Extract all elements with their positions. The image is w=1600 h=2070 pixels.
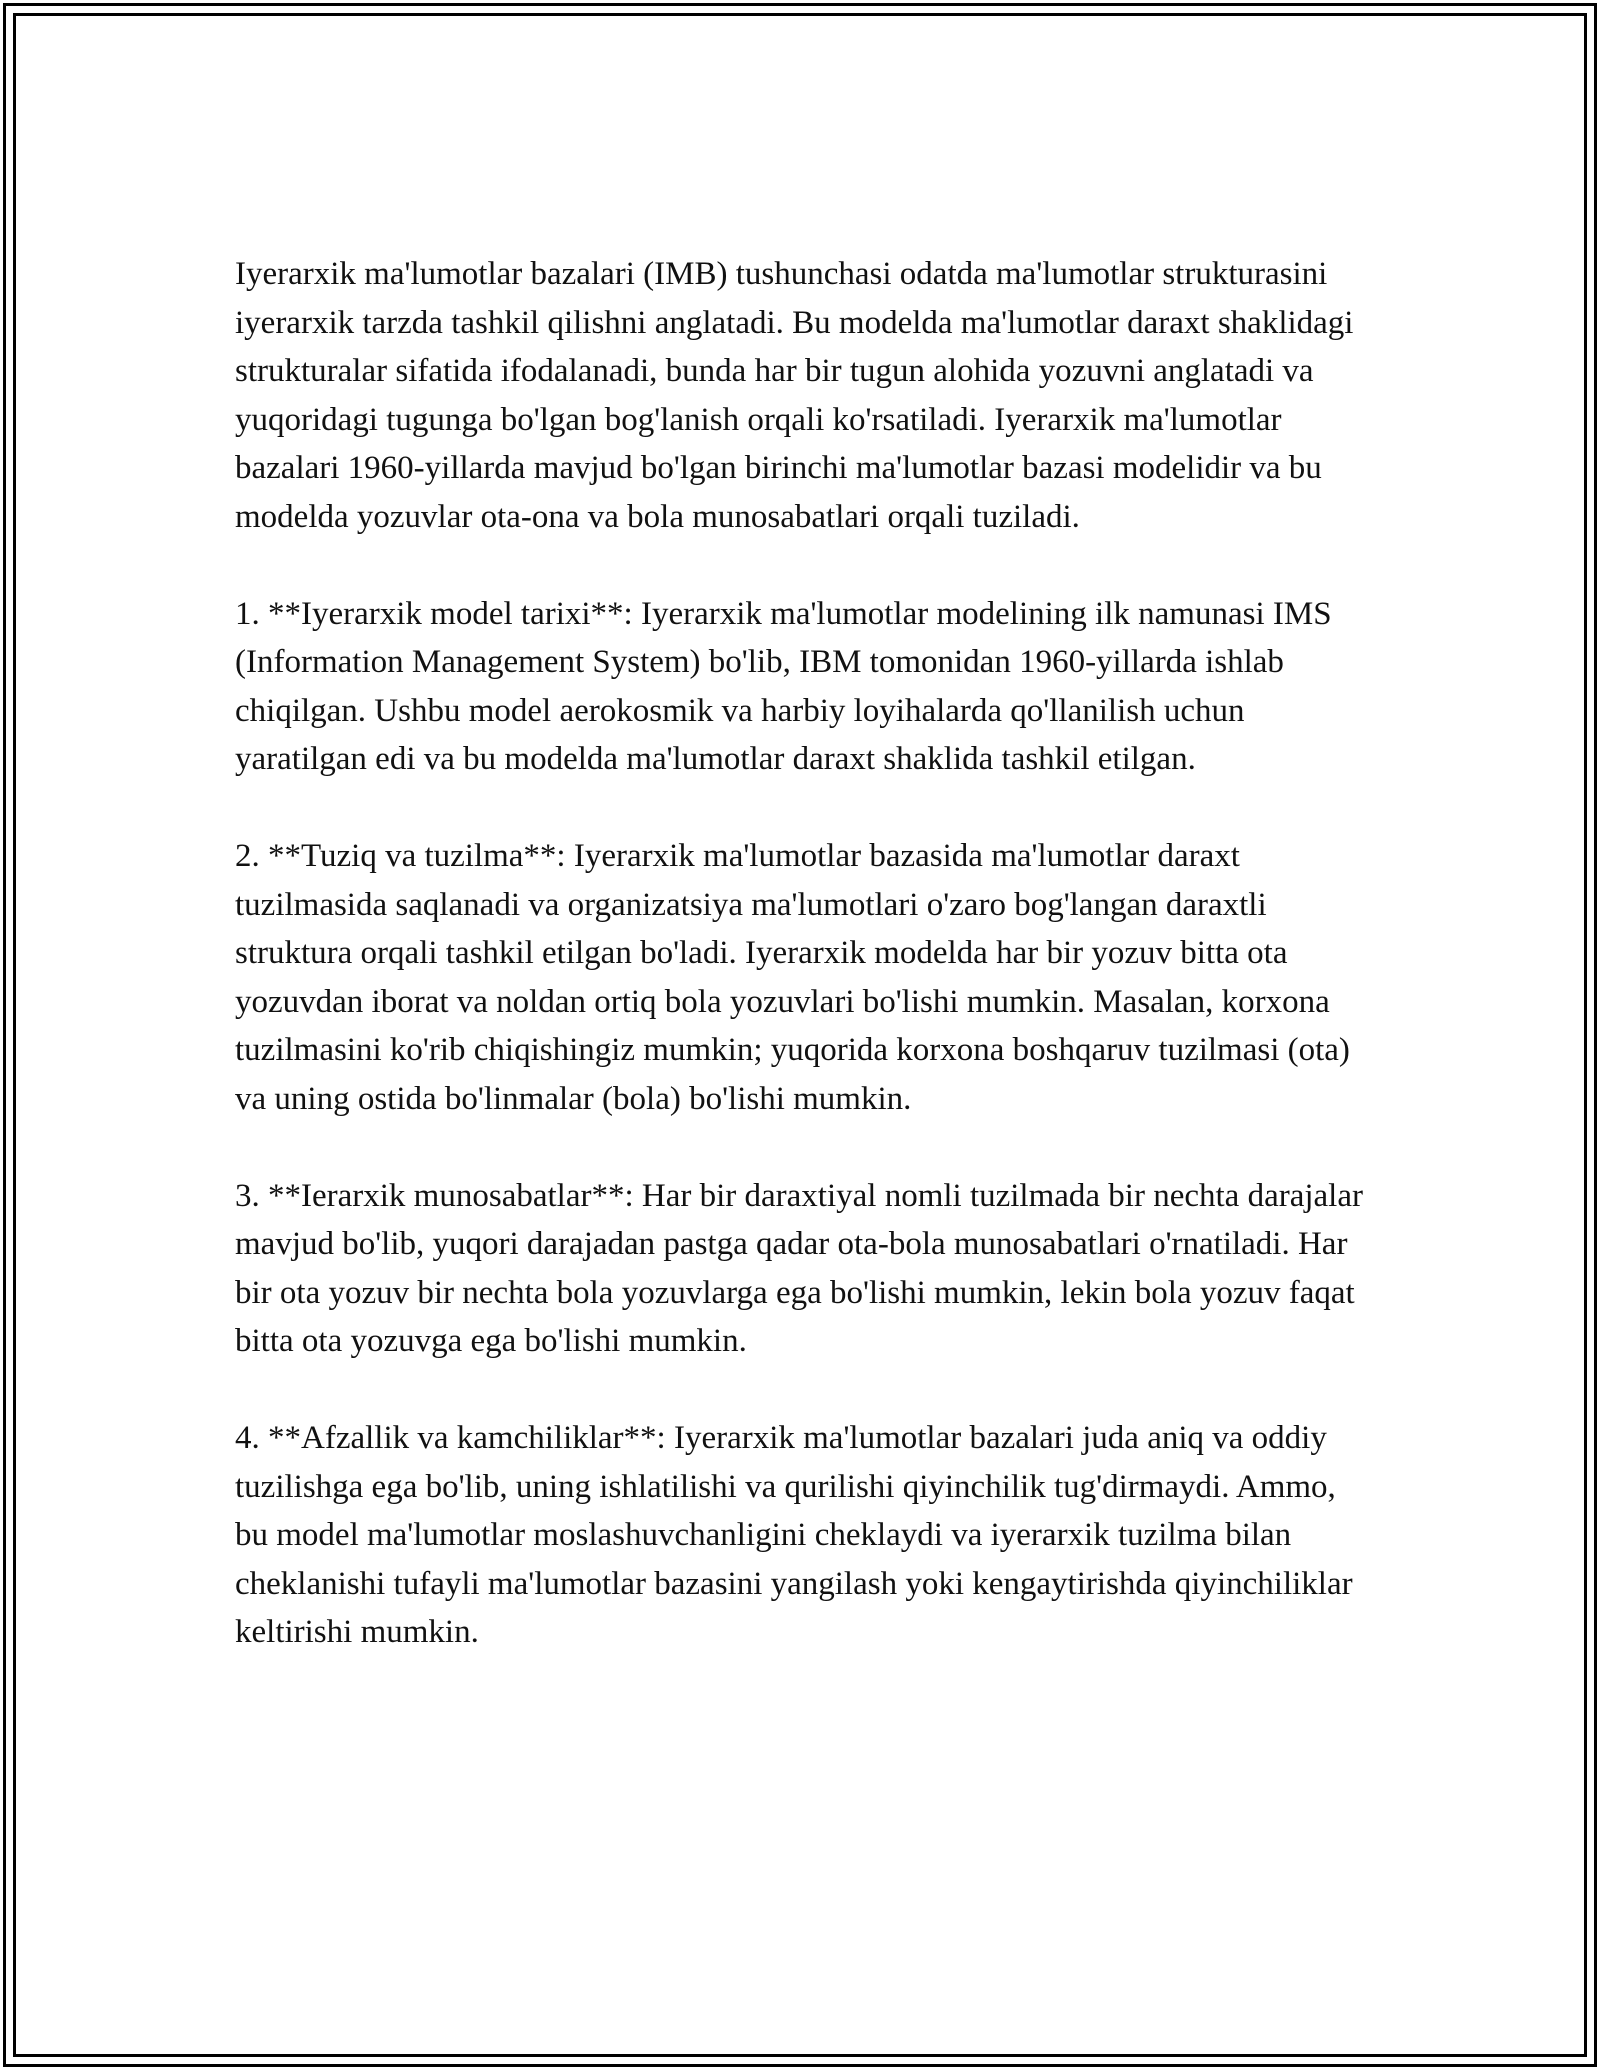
paragraph-hierarchical-relations: 3. **Ierarxik munosabatlar**: Har bir daraxtiyal nomli tuzilmada bir nechta darajalar mavjud bo'lib, yuqori darajadan pastga qadar ota-bola munosabatlari o'rnatiladi. Har bir ota yozuv bir nechta bola yozuvlarga ega bo'lishi mumkin, lekin bola yozuv faqat bitta ota yozuvga ega bo'lishi mumkin.	[235, 1177, 1363, 1359]
paragraph-structure: 2. **Tuziq va tuzilma**: Iyerarxik ma'lumotlar bazasida ma'lumotlar daraxt tuzilmasida saqlanadi va organizatsiya ma'lumotlari o'zaro bog'langan daraxtli struktura orqali tashkil etilgan bo'ladi. Iyerarxik modelda har bir yozuv bitta ota yozuvdan iborat va noldan ortiq bola yozuvlari bo'lishi mumkin. Masalan, korxona tuzilmasini ko'rib chiqishingiz mumkin; yuqorida korxona boshqaruv tuzilmasi (ota) va uning ostida bo'linmalar (bola) bo'lishi mumkin.	[235, 838, 1350, 1117]
paragraph-pros-cons: 4. **Afzallik va kamchiliklar**: Iyerarxik ma'lumotlar bazalari juda aniq va oddiy tuzilishga ega bo'lib, uning ishlatilishi va qurilishi qiyinchilik tug'dirmaydi. Ammo, bu model ma'lumotlar moslashuvchanligini cheklaydi va iyerarxik tuzilma bilan cheklanishi tufayli ma'lumotlar bazasini yangilash yoki kengaytirishda qiyinchiliklar keltirishi mumkin.	[235, 1420, 1353, 1650]
document-body	[235, 250, 1365, 1657]
intro-paragraph: Iyerarxik ma'lumotlar bazalari (IMB) tushunchasi odatda ma'lumotlar strukturasini iyerarxik tarzda tashkil qilishni anglatadi. Bu modelda ma'lumotlar daraxt shaklidagi strukturalar sifatida ifodalanadi, bunda har bir tugun alohida yozuvni anglatadi va yuqoridagi tugunga bo'lgan bog'lanish orqali ko'rsatiladi. Iyerarxik ma'lumotlar bazalari 1960-yillarda mavjud bo'lgan birinchi ma'lumotlar bazasi modelidir va bu modelda yozuvlar ota-ona va bola munosabatlari orqali tuziladi.	[235, 256, 1354, 535]
paragraph-model-history: 1. **Iyerarxik model tarixi**: Iyerarxik ma'lumotlar modelining ilk namunasi IMS (Information Management System) bo'lib, IBM tomonidan 1960-yillarda ishlab chiqilgan. Ushbu model aerokosmik va harbiy loyihalarda qo'llanilish uchun yaratilgan edi va bu modelda ma'lumotlar daraxt shaklida tashkil etilgan.	[235, 595, 1332, 777]
